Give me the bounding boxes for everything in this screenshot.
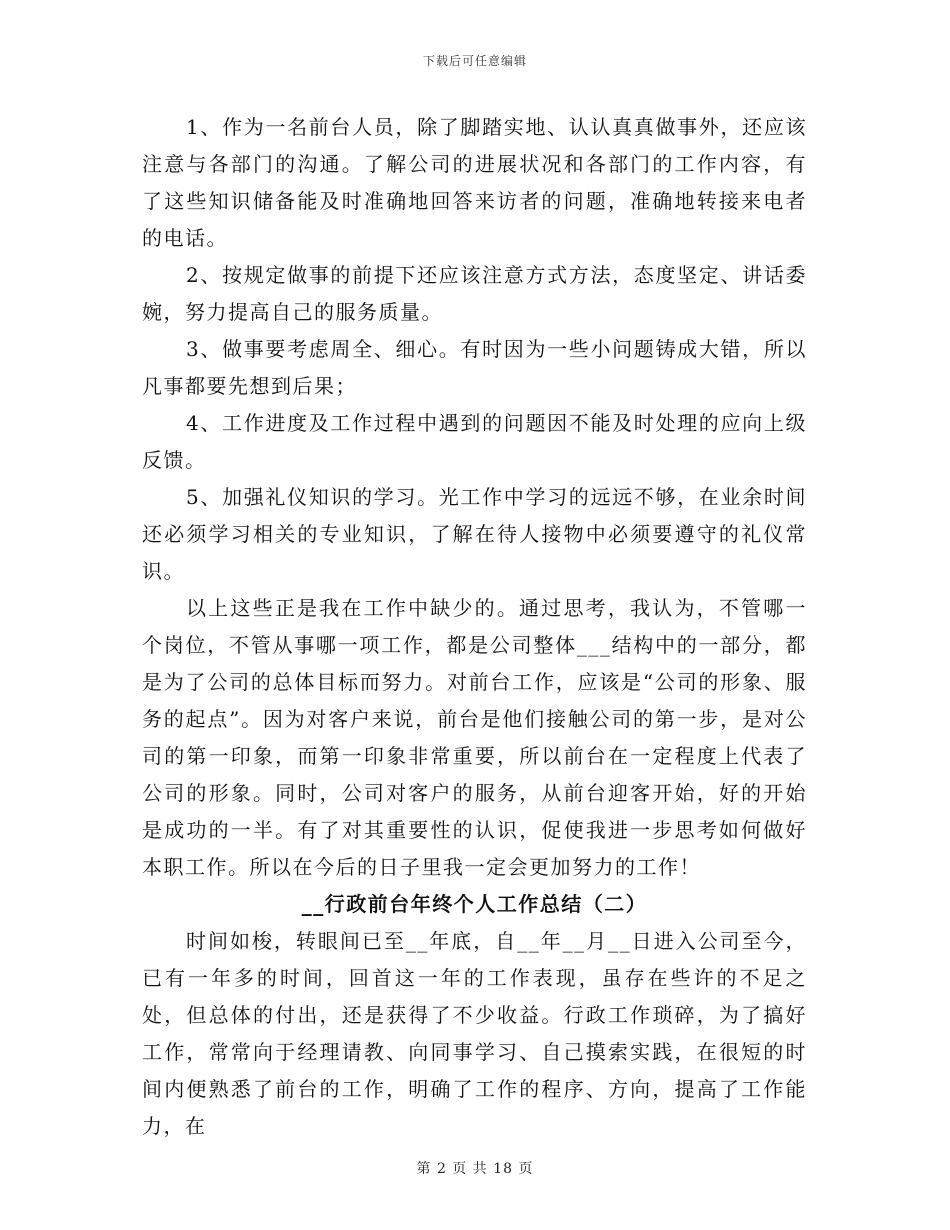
paragraph-item-2: 2、按规定做事的前提下还应该注意方式方法，态度坚定、讲话委婉，努力提高自己的服务质量。: [142, 263, 807, 324]
paragraph-item-4: 4、工作进度及工作过程中遇到的问题因不能及时处理的应向上级反馈。: [142, 411, 807, 472]
page-header: 下载后可任意编辑: [422, 54, 527, 68]
page-footer: 第 2 页 共 18 页: [416, 1161, 534, 1177]
paragraph-summary: 以上这些正是我在工作中缺少的。通过思考，我认为，不管哪一个岗位，不管从事哪一项工作，都是公司整体___结构中的一部分，都是为了公司的总体目标而努力。对前台工作，应该是“公司的形象、服务的起点”。因为对客户来说，前台是他们接触公司的第一步，是对公司的第一印象，而第一印象非常重要，所以前台在一定程度上代表了公司的形象。同时，公司对客户的服务，从前台迎客开始，好的开始是成功的一半。有了对其重要性的认识，促使我进一步思考如何做好本职工作。所以在今后的日子里我一定会更加努力的工作！: [142, 596, 807, 879]
paragraph-item-3: 3、做事要考虑周全、细心。有时因为一些小问题铸成大错，所以凡事都要先想到后果；: [142, 337, 807, 398]
paragraph-item-5: 5、加强礼仪知识的学习。光工作中学习的远远不够，在业余时间还必须学习相关的专业知识，了解在待人接物中必须要遵守的礼仪常识。: [142, 485, 807, 583]
document-body: [142, 109, 807, 1145]
section-heading: __行政前台年终个人工作总结（二）: [301, 892, 648, 916]
paragraph-section-two: 时间如梭，转眼间已至__年底，自__年__月__日进入公司至今，已有一年多的时间，回首这一年的工作表现，虽存在些许的不足之处，但总体的付出，还是获得了不少收益。行政工作琐碎，为了搞好工作，常常向于经理请教、向同事学习、自己摸索实践，在很短的时间内便熟悉了前台的工作，明确了工作的程序、方向，提高了工作能力，在: [142, 929, 807, 1138]
paragraph-item-1: 1、作为一名前台人员，除了脚踏实地、认认真真做事外，还应该注意与各部门的沟通。了解公司的进展状况和各部门的工作内容，有了这些知识储备能及时准确地回答来访者的问题，准确地转接来电者的电话。: [142, 115, 807, 250]
